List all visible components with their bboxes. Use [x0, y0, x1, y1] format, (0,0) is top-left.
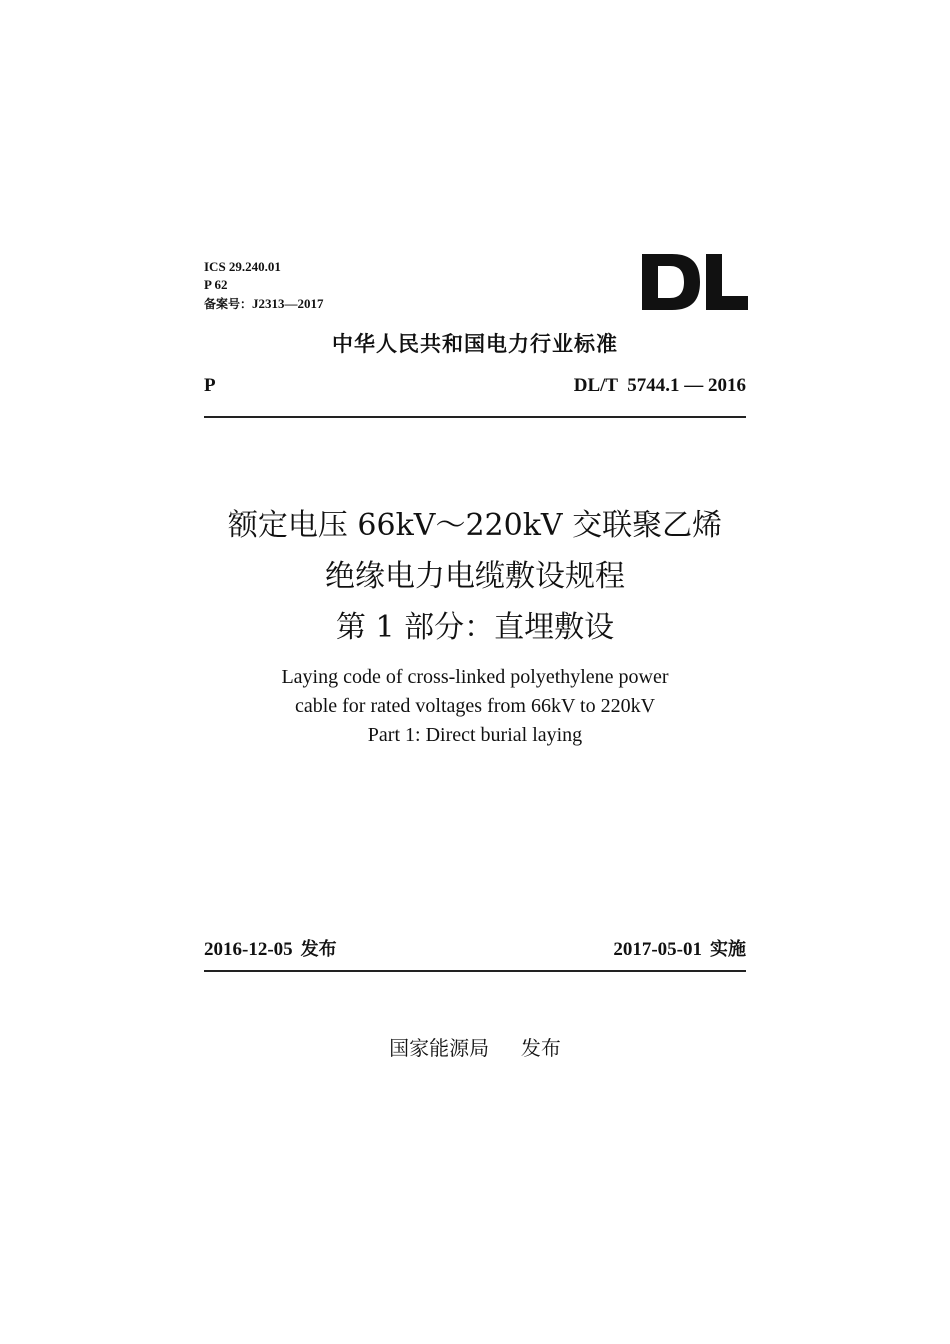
title-en-line-3: Part 1: Direct burial laying: [367, 724, 583, 746]
effective-date-block: [613, 936, 746, 963]
classification-code: P: [204, 375, 216, 396]
filing-label: 备案号：: [204, 297, 253, 311]
filing-record: [204, 295, 324, 313]
effective-label: 实施: [710, 939, 746, 960]
filing-number: J2313—2017: [252, 296, 324, 311]
ccs-code: P 62: [204, 277, 228, 292]
issue-date: 2016-12-05: [204, 939, 293, 960]
issue-label: 发布: [300, 939, 337, 960]
ics-code: ICS 29.240.01: [204, 259, 281, 274]
industry-standard-heading: 中华人民共和国电力行业标准: [332, 332, 618, 356]
title-cn-line-1: 额定电压 66kV～220kV 交联聚乙烯: [227, 508, 723, 543]
title-cn-line-3: 第 1 部分：直埋敷设: [335, 610, 615, 645]
effective-date: 2017-05-01: [613, 939, 702, 960]
title-cn-line-2: 绝缘电力电缆敷设规程: [325, 559, 625, 594]
publisher-name: 国家能源局: [389, 1036, 490, 1060]
standard-number: DL/T 5744.1 — 2016: [573, 375, 746, 396]
dl-logo: [642, 254, 748, 310]
publisher-action: 发布: [520, 1036, 561, 1060]
issue-date-block: [204, 936, 337, 963]
publisher-line: [0, 1034, 950, 1062]
bottom-divider: [204, 970, 746, 972]
title-en-line-2: cable for rated voltages from 66kV to 220kV: [294, 695, 656, 717]
title-en-line-1: Laying code of cross-linked polyethylene power: [281, 666, 669, 688]
top-divider: [204, 416, 746, 418]
